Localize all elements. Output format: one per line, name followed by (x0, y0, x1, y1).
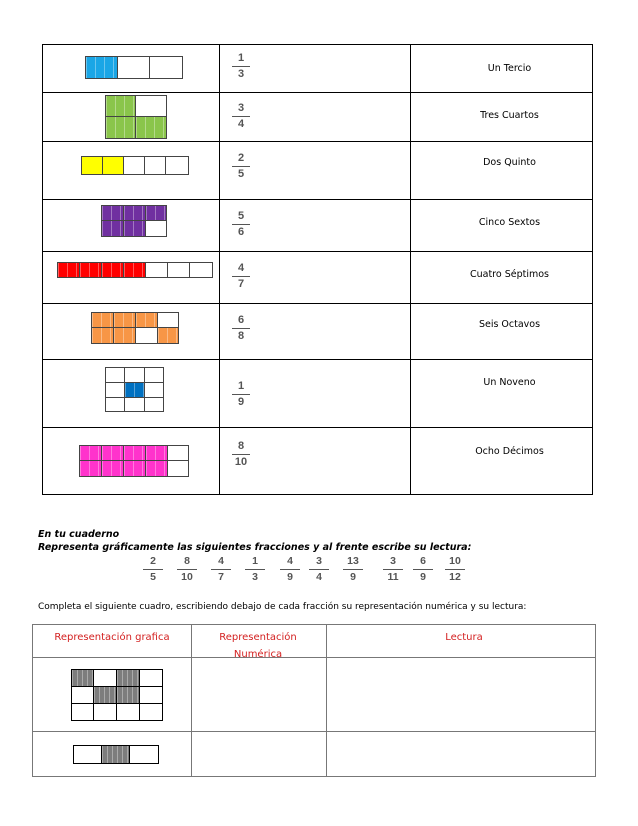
empty-part (93, 703, 118, 721)
reading-label: Un Tercio (487, 63, 532, 74)
shaded-part (79, 460, 102, 477)
empty-part (105, 382, 125, 398)
empty-part (149, 56, 183, 79)
exercise-fraction: 2 5 (142, 556, 164, 582)
empty-part (144, 382, 164, 398)
empty-part (129, 745, 159, 764)
row-divider (43, 427, 592, 428)
graphic-bar-1x3 (73, 745, 159, 764)
shaded-part (145, 445, 168, 461)
reading-label: Tres Cuartos (480, 110, 539, 121)
row-divider (43, 141, 592, 142)
reading-label: Ocho Décimos (475, 446, 544, 457)
fraction-4-7: 4 7 (231, 263, 251, 290)
shaded-part (116, 686, 141, 704)
reading-label: Un Noveno (483, 377, 536, 388)
exercise-fraction: 6 9 (412, 556, 434, 582)
shaded-part (101, 262, 124, 278)
shaded-part (81, 156, 103, 175)
empty-part (135, 95, 167, 117)
shaded-part (101, 220, 124, 237)
empty-part (123, 156, 145, 175)
exercise-fraction: 3 4 (308, 556, 330, 582)
empty-part (71, 703, 95, 721)
empty-part (116, 703, 141, 721)
header-reading: Lectura (445, 632, 483, 643)
fraction-drawing-sevenths (57, 262, 213, 278)
shaded-part (113, 327, 136, 344)
fraction-6-8: 6 8 (231, 315, 251, 342)
empty-part (167, 445, 189, 461)
shaded-part (102, 156, 124, 175)
shaded-part (123, 445, 146, 461)
reading-label: Cuatro Séptimos (469, 269, 549, 280)
fraction-1-3: 1 3 (231, 53, 251, 80)
empty-part (139, 686, 163, 704)
column-divider (191, 625, 192, 776)
empty-part (124, 367, 145, 383)
exercise-fraction: 4 7 (210, 556, 232, 582)
complete-table (32, 624, 596, 777)
fraction-8-10: 8 10 (231, 441, 251, 468)
exercise-fractions (142, 556, 472, 586)
shaded-part (116, 669, 141, 687)
shaded-part (57, 262, 80, 278)
empty-part (105, 367, 125, 383)
empty-part (144, 156, 166, 175)
header-graphic: Representación grafica (54, 632, 170, 643)
exercise-fraction: 8 10 (176, 556, 198, 582)
fraction-drawing-thirds (85, 56, 183, 79)
shaded-part (157, 327, 179, 344)
row-divider (43, 251, 592, 252)
empty-part (167, 460, 189, 477)
reading-label: Cinco Sextos (478, 217, 541, 228)
empty-part (145, 262, 168, 278)
exercise-fraction: 10 12 (444, 556, 466, 582)
shaded-part (79, 445, 102, 461)
empty-part (144, 367, 164, 383)
shaded-part (124, 382, 145, 398)
empty-part (189, 262, 213, 278)
shaded-part (79, 262, 102, 278)
shaded-part (113, 312, 136, 328)
empty-part (139, 703, 163, 721)
empty-part (165, 156, 189, 175)
header-numeric: Representación Numérica (219, 632, 297, 660)
shaded-part (145, 205, 167, 221)
numeric-answer-cell-2[interactable] (203, 737, 313, 771)
empty-part (167, 262, 190, 278)
fraction-2-5: 2 5 (231, 153, 251, 180)
empty-part (73, 745, 103, 764)
fraction-drawing-quarters (105, 95, 167, 139)
fraction-5-6: 5 6 (231, 211, 251, 238)
empty-part (93, 669, 118, 687)
shaded-part (93, 686, 118, 704)
fraction-drawing-ninths (105, 367, 164, 412)
empty-part (71, 686, 95, 704)
reading-answer-cell-1[interactable] (339, 669, 589, 725)
row-divider (33, 657, 595, 658)
shaded-part (123, 460, 146, 477)
fraction-table (42, 44, 593, 495)
shaded-part (135, 312, 158, 328)
row-divider (33, 731, 595, 732)
fraction-drawing-tenths (79, 445, 189, 477)
shaded-part (123, 220, 146, 237)
shaded-part (101, 205, 124, 221)
empty-part (157, 312, 179, 328)
shaded-part (105, 95, 136, 117)
shaded-part (101, 745, 131, 764)
row-divider (43, 303, 592, 304)
exercise-fraction: 3 11 (382, 556, 404, 582)
fraction-drawing-sixths (101, 205, 167, 237)
exercise-fraction: 1 3 (244, 556, 266, 582)
fraction-3-4: 3 4 (231, 103, 251, 130)
reading-answer-cell-2[interactable] (339, 737, 589, 771)
empty-part (139, 669, 163, 687)
empty-part (117, 56, 150, 79)
shaded-part (85, 56, 118, 79)
row-divider (43, 359, 592, 360)
instruction-complete: Completa el siguiente cuadro, escribiendo debajo de cada fracción su representación numérica y su lectura: (38, 602, 527, 612)
fraction-drawing-eighths (91, 312, 179, 344)
row-divider (43, 199, 592, 200)
shaded-part (123, 205, 146, 221)
shaded-part (91, 312, 114, 328)
shaded-part (123, 262, 146, 278)
instruction-notebook: En tu cuaderno (38, 529, 120, 540)
exercise-fraction: 4 9 (279, 556, 301, 582)
numeric-answer-cell-1[interactable] (203, 669, 313, 725)
column-divider (326, 625, 327, 776)
shaded-part (105, 116, 136, 139)
shaded-part (145, 460, 168, 477)
exercise-fraction: 13 9 (342, 556, 364, 582)
empty-part (105, 397, 125, 412)
shaded-part (101, 445, 124, 461)
empty-part (135, 327, 158, 344)
reading-label: Dos Quinto (483, 157, 536, 168)
shaded-part (101, 460, 124, 477)
row-divider (43, 92, 592, 93)
empty-part (145, 220, 167, 237)
shaded-part (135, 116, 167, 139)
fraction-drawing-fifths (81, 156, 189, 175)
shaded-part (91, 327, 114, 344)
empty-part (124, 397, 145, 412)
empty-part (144, 397, 164, 412)
graphic-grid-3x4 (71, 669, 163, 721)
shaded-part (71, 669, 95, 687)
fraction-1-9: 1 9 (231, 381, 251, 408)
reading-label: Seis Octavos (478, 319, 541, 330)
instruction-represent: Representa gráficamente las siguientes fracciones y al frente escribe su lectura: (38, 542, 472, 553)
